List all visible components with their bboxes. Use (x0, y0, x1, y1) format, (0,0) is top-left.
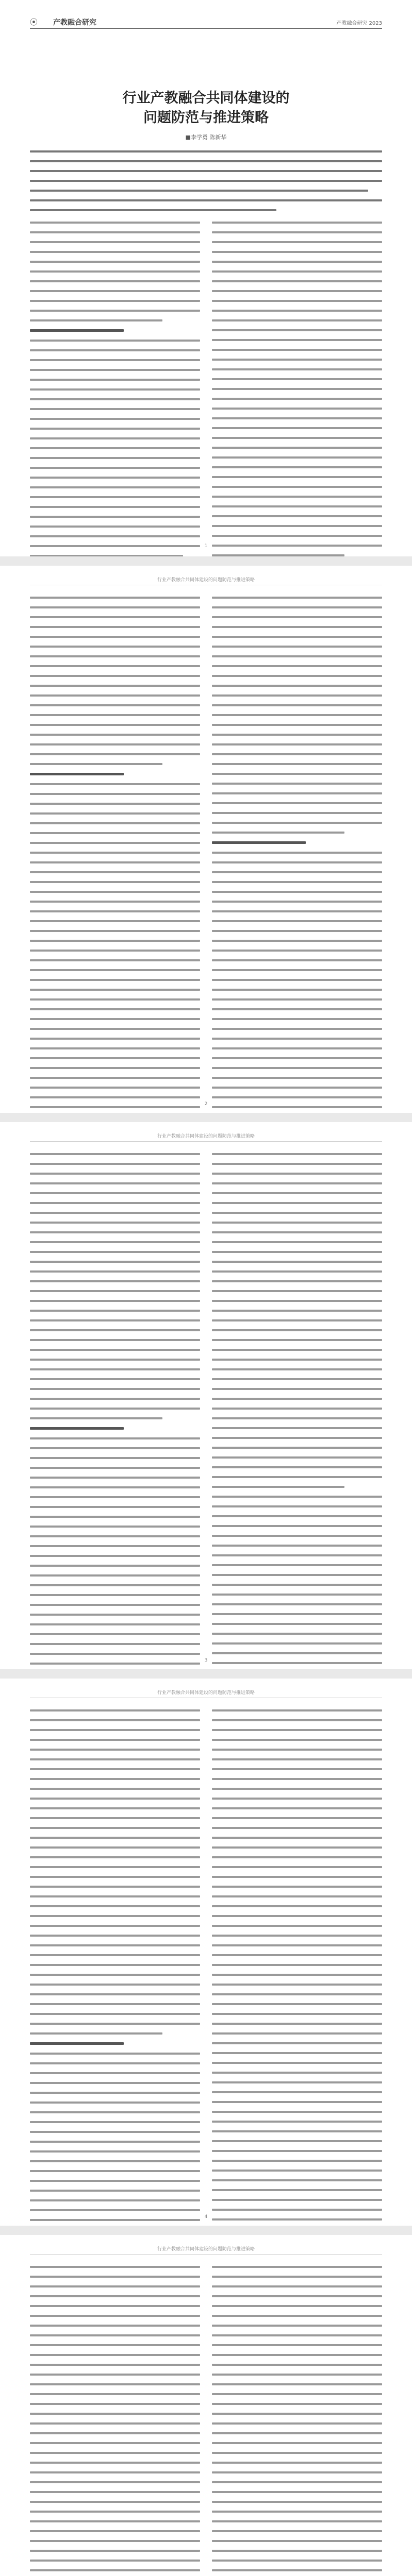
page-3 (0, 1122, 412, 1669)
page-number: 1 (204, 544, 208, 549)
paper-title-line2: 问题防范与推进策略 (143, 110, 269, 126)
body-text (30, 1153, 382, 1648)
running-header: 行业产教融合共同体建设的问题防范与推进策略 (30, 2245, 382, 2255)
running-header: 行业产教融合共同体建设的问题防范与推进策略 (30, 1689, 382, 1698)
page-1 (0, 0, 412, 556)
body-text (30, 597, 382, 1091)
page-divider (0, 2226, 412, 2235)
page-2 (0, 566, 412, 1113)
journal-meta: 产教融合研究 2023 (336, 21, 382, 26)
journal-title: 产教融合研究 (53, 19, 96, 27)
running-header: 行业产教融合共同体建设的问题防范与推进策略 (30, 1132, 382, 1142)
body-text (30, 1709, 382, 2204)
authors: ■李学勇 陈新华 (185, 134, 227, 141)
page-5 (0, 2235, 412, 2576)
abstract (30, 150, 382, 219)
body-text (30, 2266, 382, 2576)
page-number: 2 (204, 1101, 208, 1107)
body-text (30, 222, 382, 541)
page-number: 3 (204, 1658, 208, 1663)
paper-title (0, 89, 412, 128)
paper-title-line1: 行业产教融合共同体建设的 (122, 90, 290, 106)
page-number: 4 (204, 2214, 208, 2219)
page-divider (0, 556, 412, 566)
page-divider (0, 1669, 412, 1679)
running-header: 行业产教融合共同体建设的问题防范与推进策略 (30, 576, 382, 585)
journal-logo-icon: ⦿ (30, 18, 38, 27)
page-4 (0, 1679, 412, 2226)
journal-header (30, 16, 382, 29)
page-divider (0, 1113, 412, 1122)
